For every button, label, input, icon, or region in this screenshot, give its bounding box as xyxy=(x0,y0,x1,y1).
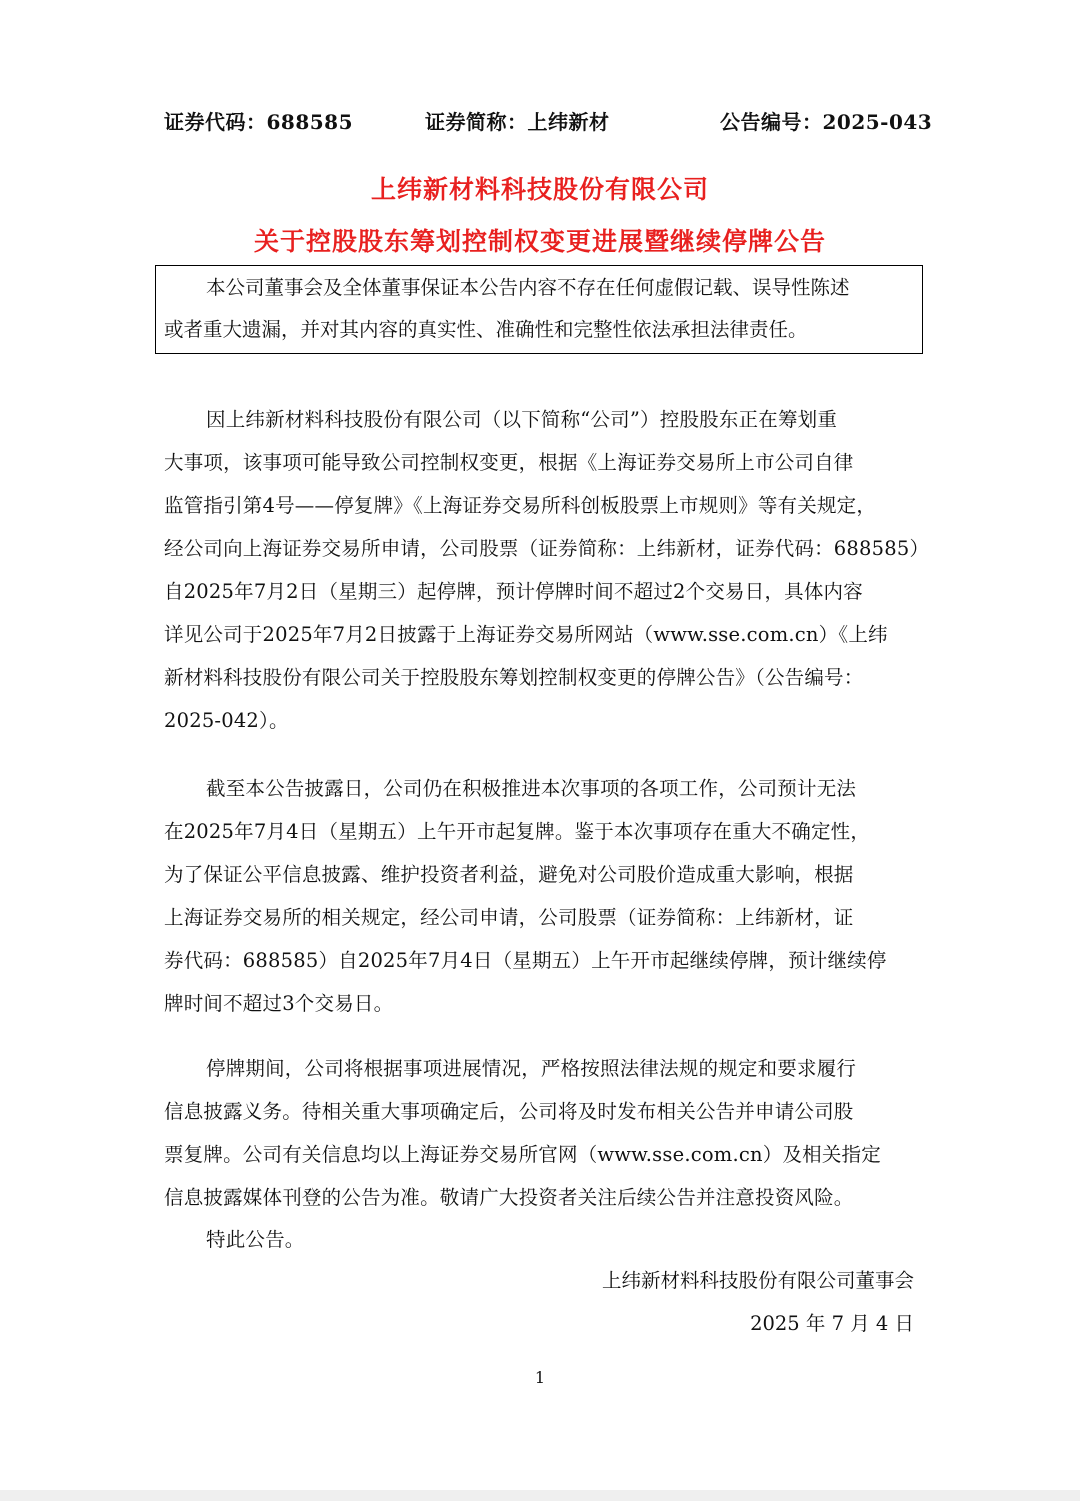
board-statement-line: 本公司董事会及全体董事保证本公告内容不存在任何虚假记载、误导性陈述 xyxy=(206,276,850,299)
closing-statement: 特此公告。 xyxy=(206,1228,305,1251)
security-code: 证券代码：688585 xyxy=(164,110,353,134)
announcement-header xyxy=(0,106,1080,136)
paragraph-line: 因上纬新材料科技股份有限公司（以下简称“公司”）控股股东正在筹划重 xyxy=(206,408,838,431)
board-statement-line: 或者重大遗漏，并对其内容的真实性、准确性和完整性依法承担法律责任。 xyxy=(164,318,808,341)
page-number: 1 xyxy=(534,1368,546,1387)
paragraph-line: 新材料科技股份有限公司关于控股股东筹划控制权变更的停牌公告》（公告编号： xyxy=(164,666,864,689)
paragraph-line: 信息披露义务。待相关重大事项确定后，公司将及时发布相关公告并申请公司股 xyxy=(164,1100,854,1123)
paragraph-line: 2025-042）。 xyxy=(164,709,289,732)
announcement-title: 关于控股股东筹划控制权变更进展暨继续停牌公告 xyxy=(253,227,826,256)
paragraph-line: 经公司向上海证券交易所申请，公司股票（证券简称：上纬新材，证券代码：688585） xyxy=(164,537,930,560)
paragraph-line: 券代码：688585）自2025年7月4日（星期五）上午开市起继续停牌，预计继续停 xyxy=(164,949,887,972)
paragraph-line: 牌时间不超过3个交易日。 xyxy=(164,992,394,1015)
paragraph-line: 信息披露媒体刊登的公告为准。敬请广大投资者关注后续公告并注意投资风险。 xyxy=(164,1186,854,1209)
paragraph-line: 大事项，该事项可能导致公司控制权变更，根据《上海证券交易所上市公司自律 xyxy=(164,451,854,474)
paragraph-line: 停牌期间，公司将根据事项进展情况，严格按照法律法规的规定和要求履行 xyxy=(206,1057,857,1080)
paragraph-line: 监管指引第4号——停复牌》《上海证券交易所科创板股票上市规则》等有关规定， xyxy=(164,494,877,517)
signature-date: 2025 年 7 月 4 日 xyxy=(750,1312,914,1335)
company-title: 上纬新材料科技股份有限公司 xyxy=(370,175,709,204)
paragraph-line: 详见公司于2025年7月2日披露于上海证券交易所网站（www.sse.com.cn）《上纬 xyxy=(164,623,888,646)
signature-company: 上纬新材料科技股份有限公司董事会 xyxy=(601,1269,914,1292)
paragraph-line: 票复牌。公司有关信息均以上海证券交易所官网（www.sse.com.cn）及相关指定 xyxy=(164,1143,881,1166)
paragraph-line: 上海证券交易所的相关规定，经公司申请，公司股票（证券简称：上纬新材，证 xyxy=(164,906,854,929)
announcement-number: 公告编号：2025-043 xyxy=(720,110,933,134)
security-abbreviation: 证券简称：上纬新材 xyxy=(425,110,610,134)
paragraph-line: 在2025年7月4日（星期五）上午开市起复牌。鉴于本次事项存在重大不确定性， xyxy=(164,820,871,843)
paragraph-line: 为了保证公平信息披露、维护投资者利益，避免对公司股价造成重大影响，根据 xyxy=(164,863,854,886)
paragraph-line: 截至本公告披露日，公司仍在积极推进本次事项的各项工作，公司预计无法 xyxy=(206,777,857,800)
board-statement-box xyxy=(155,265,923,354)
paragraph-line: 自2025年7月2日（星期三）起停牌，预计停牌时间不超过2个交易日，具体内容 xyxy=(164,580,863,603)
page-bottom-edge xyxy=(0,1490,1080,1501)
